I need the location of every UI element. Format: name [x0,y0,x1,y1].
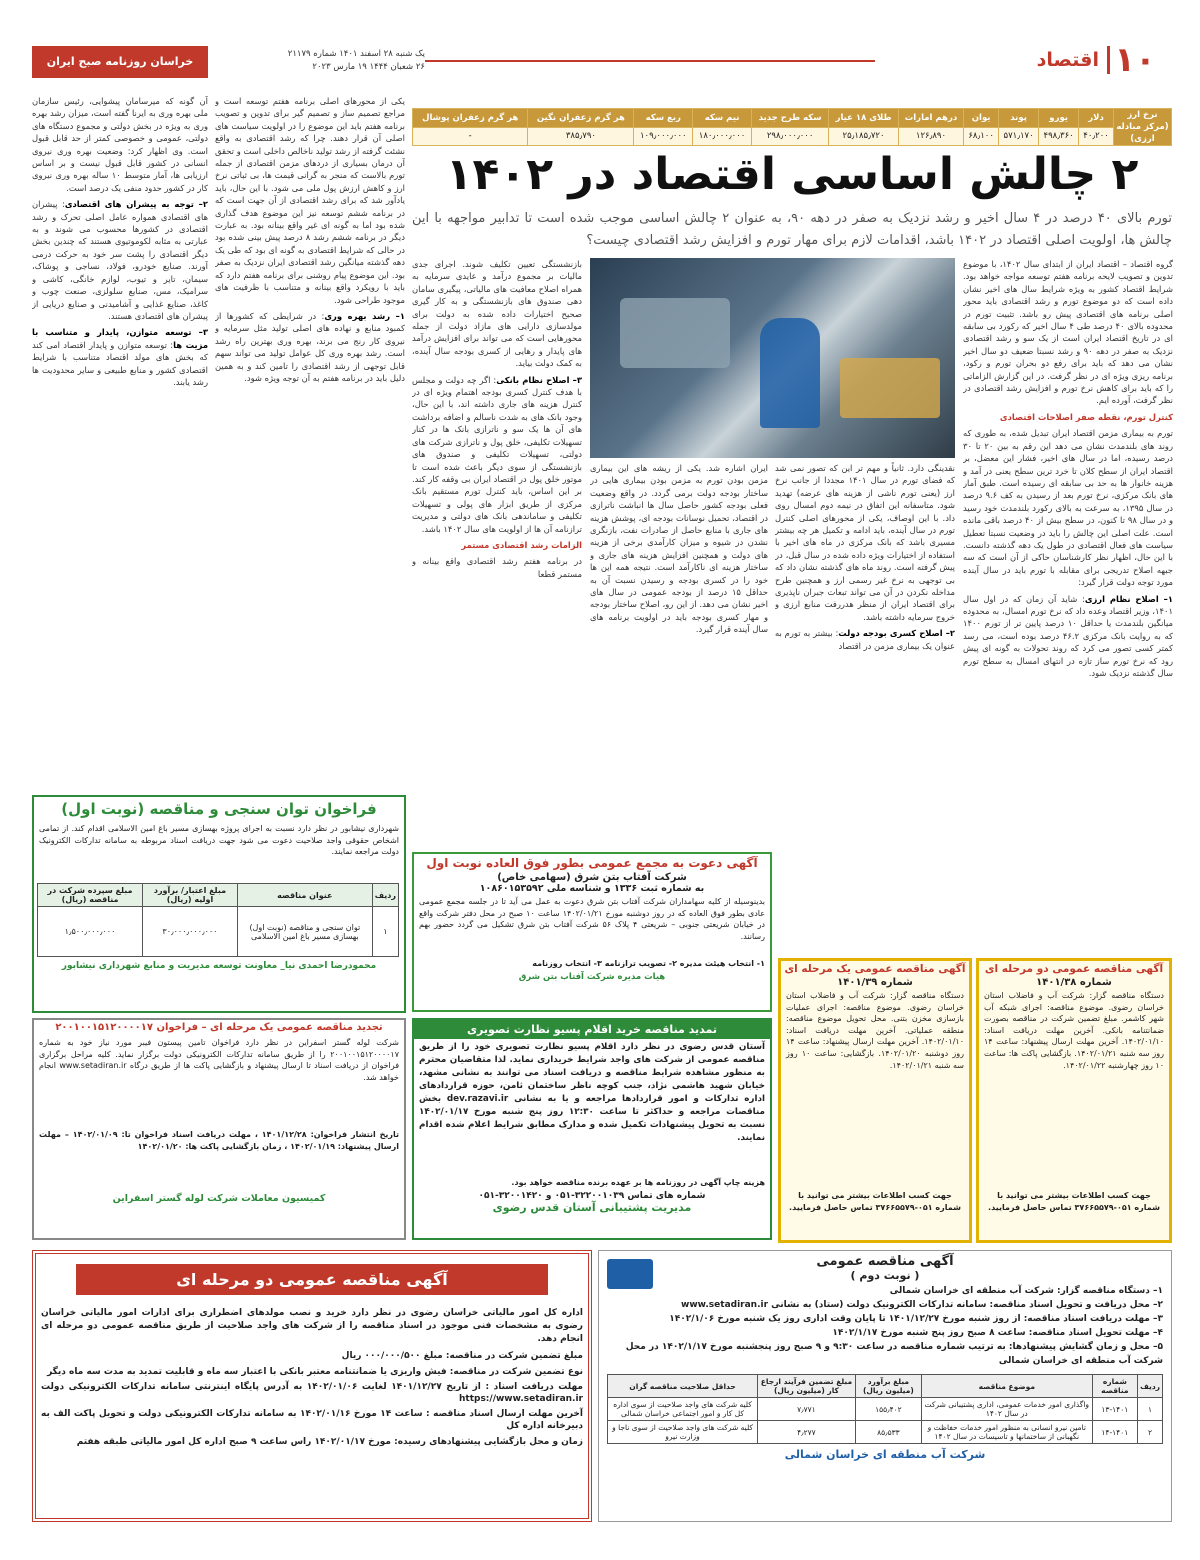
ad-table [37,883,399,957]
table-header: مبلغ اعتبار/ برآورد اولیه (ریال) [143,884,238,907]
ad-footer: کمیسیون معاملات شرکت لوله گستر اسفراین [112,1193,326,1204]
ad-title: تجدید مناقصه عمومی یک مرحله ای – فراخوان ۲۰۰۱۰۰۱۵۱۲۰۰۰۰۱۷ [55,1022,383,1033]
table-cell: واگذاری امور خدمات عمومی، اداری پشتیبانی شرکت در سال ۱۴۰۲ [921,1398,1092,1421]
ad-agenda: ۱- انتخاب هیئت مدیره ۲- تصویب ترازنامه ۳- انتخاب روزنامه [532,959,765,968]
table-cell: ۱ [1138,1398,1163,1421]
ad-title: آگهی دعوت به مجمع عمومی بطور فوق العاده نوبت اول [426,856,758,870]
ad-line: ۳– مهلت دریافت اسناد مناقصه: از روز شنبه مورخ ۱۴۰۱/۱۲/۲۷ تا پایان وقت اداری روز یک شنبه مورخ ۱۴۰۲/۱/۰۶ [669,1314,1163,1324]
ad-guarantee: مبلغ تضمین شرکت در مناقصه: مبلغ ۰۰۰/۰۰۰/۵۰۰ ریال [341,1351,583,1361]
price-table [412,108,1172,146]
article-photo [590,258,955,458]
article-text: یکی از محورهای اصلی برنامه هفتم توسعه است و مراجع تصمیم ساز و تصمیم گیر برای تدوین و تصویب برنامه هفتم باید این موضوع را در اولویت سیاست های اصلی آن قرار دهند. چرا که رشد اقتصادی به واقع نشئت گرفته از رشد تولید ناخالص داخلی است و تحقق آن درمان بسیاری از دردهای مزمن اقتصادی از جمله تورم بالاست که منجر به گرانی قیمت ها، بی ثباتی نرخ ارز و کاهش ارزش پول ملی می شود. با این حال، باید یادآور شد که برای رشد اقتصادی از آن جهت است که در برنامه ششم توسعه نیز این موضوع هدف گذاری شده بود اما به گونه ای غیر واقع بینانه بود. به عبارت دیگر در برنامه ششم رشد ۸ درصد پیش بینی شده بود در حالی که شرایط اقتصادی به گونه ای بود که طی یک دهه گذشته میانگین رشد اقتصادی ایران نزدیک به صفر بود. این موضوع پیام روشنی برای برنامه هفتم دارد که باید با رویکرد واقع بینانه و متناسب با ظرفیت های موجود طراحی شود. [215,96,405,305]
table-header: حداقل صلاحیت مناقصه گران [608,1375,758,1398]
price-value: ۴۰٫۲۰۰ [1079,127,1114,146]
table-cell: توان سنجی و مناقصه (نوبت اول) بهسازی مسیر باغ امین الاسلامی [237,907,372,957]
ad-neyshabur [32,795,406,1013]
article-lead: تورم بالای ۴۰ درصد در ۴ سال اخیر و رشد نزدیک به صفر در دهه ۹۰، به عنوان ۲ چالش اساسی موجب شده است تا تدابیر مواجهه با این چالش ها، اولویت اصلی اقتصاد در ۱۴۰۲ باشد، اقدامات لازم برای مهار تورم و افزایش رشد اقتصادی چیست؟ [412,211,1173,248]
price-value: ۳۸۵٫۷۹۰ [528,127,634,146]
price-header: یورو [1039,109,1079,128]
article-text: گروه اقتصاد – اقتصاد ایران از ابتدای سال ۱۴۰۲، با موضوع تدوین و تصویب لایحه برنامه هفتم توسعه مواجه خواهد بود. شرایط اقتصاد کشور به ویژه شرایط سال های اخیر نشان داده است که دو موضوع تورم و رشد اقتصادی باید محور اصلی برنامه های اقتصادی پیش رو باشد. تثبیت تورم در محدوده بالای ۴۰ درصد طی ۴ سال اخیر که رکورد بی سابقه ای در تاریخ اقتصاد ایران است از یک سو و رشد اقتصادی نزدیک به صفر در دهه ۹۰ و رشد نسبتا ضعیف دو سال اخیر نشان می دهد که باید برای رفع دو بحران تورم و رکود، برنامه ریزی ویژه ای در نظر گرفت. در این گزارش الزاماتی را که باید برای کاهش نرخ تورم و افزایش رشد اقتصادی در نظر گرفت، آورده ایم. [963,259,1173,406]
ad-footer: شرکت آب منطقه ای خراسان شمالی [784,1448,986,1461]
ad-deadline: مهلت دریافت اسناد : از تاریخ ۱۴۰۱/۱۲/۲۷ لغایت ۱۴۰۲/۰۱/۰۶ به آدرس پایگاه اینترنتی سامانه تدارکات الکترونیکی دولت https://www.setadiran.ir [41,1382,583,1404]
article-text: نقدینگی دارد. ثانیاً و مهم تر این که تصور نمی شد که فضای تورم در سال ۱۴۰۱ مجددا از جانب نرخ ارز (یعنی تورم ناشی از هزینه های عرضه) تهدید شود. متاسفانه این اتفاق در نیمه دوم امسال روی داد. با این اوصاف، یکی از محورهای اصلی کنترل تورم در سال آینده، باید ادامه و تکمیل هر چه بیشتر مسیری باشد که بانک مرکزی در ماه های اخیر با استفاده از اختیارات ویژه داده شده در سال قبل، در پیش گرفته است. روند ماه های گذشته نشان داد که بی توجهی به نرخ غیر رسمی ارز و همچنین طرح مداخله نکردن در آن می تواند تبعات جبران ناپذیری برای اقتصاد ایران از منظر هدررفت منابع ارزی و خروج سرمایه داشته باشد. [775,463,955,622]
ad-submit: آخرین مهلت ارسال اسناد مناقصه : ساعت ۱۴ مورخ ۱۴۰۲/۰۱/۱۶ به سامانه تدارکات الکترونیکی دولت و تحویل پاکت الف به دبیرخانه اداره کل [41,1409,584,1431]
newspaper-logo: خراسان روزنامه صبح ایران [32,46,208,78]
table-row [608,1398,1163,1421]
price-header: هر گرم زعفران پوشال [413,109,528,128]
article-subheading: ۳– توسعه متوازن، پایدار و متناسب با مزیت ها [32,327,208,350]
article-text: بازنشستگی تعیین تکلیف شوند. اجرای جدی مالیات بر مجموع درآمد و عایدی سرمایه به همراه اصلاح معافیت های مالیاتی، پیگیری سامان دهی صندوق های بازنشستگی و به کار گیری صحیح اختیارات داده شده به دولت برای مولدسازی دارایی های مازاد دولت از جمله محورهایی است که می تواند برای افزایش درآمد های پایدار و رهایی از کسری بودجه سال آینده، به کمک دولت بیاید. [412,259,582,369]
ad-subtitle: شرکت آفتاب بتن شرق (سهامی خاص) [497,872,687,883]
price-header: هر گرم زعفران نگین [528,109,634,128]
article-text: : توسعه متوازن و پایدار اقتصاد امی کند که بخش های مولد اقتصاد متناسب با شرایط اقتصادی کشور و منابع طبیعی و سایر محدودیت ها رشد یابند. [32,339,208,387]
ad-aftab-beton [412,852,772,1012]
date-line [215,48,425,74]
ad-registration: به شماره ثبت ۱۳۳۶ و شناسه ملی ۱۰۸۶۰۱۵۳۵۹۲ [479,883,705,894]
ad-water-tender-39 [778,958,972,1243]
article-subheading: ۲– اصلاح کسری بودجه دولت [838,628,955,639]
article-text: : شاید آن زمان که در اول سال ۱۴۰۱، وزیر اقتصاد وعده داد که نرخ تورم امسال، به محدوده میانگین بلندمدت یا حداقل ۱۰ درصد پایین تر از تورم ۱۴۰۰ که به روایت بانک مرکزی ۴۶.۲ درصد بوده است، می رسد کمتر کسی تصور می کرد که روند تحولات به گونه ای پیش رود که نرخ تورم ساز تازه در انتهای امسال به سطح تورم سال گذشته نزدیک شود. [963,593,1173,678]
ad-guarantee-type: نوع تضمین شرکت در مناقصه: فیش واریزی یا ضمانتنامه معتبر بانکی با اعتبار سه ماه و قابلیت تمدید به مدت سه ماه دیگر [47,1366,583,1377]
article-text: در برنامه هفتم رشد اقتصادی واقع بینانه و مستمر قطعا [412,556,582,579]
table-cell: کلیه شرکت های واجد صلاحیت از سوی ناجا و وزارت نیرو [608,1421,758,1444]
price-value-row [413,127,1172,146]
table-header: شماره مناقصه [1092,1375,1137,1398]
ad-footer: هیات مدیره شرکت آفتاب بتن شرق [518,971,666,982]
table-cell: ۸۵٫۵۳۳ [855,1421,921,1444]
article-headline: ۲ چالش اساسی اقتصاد در ۱۴۰۲ [445,149,1139,200]
article-column-3 [590,462,768,842]
article-column-5 [215,95,405,785]
ad-body: اداره کل امور مالیاتی خراسان رضوی در نظر دارد خرید و نصب مولدهای اضطراری برای ادارات امور مالیاتی خراسان رضوی به مشخصات فنی موجود در اسناد مناقصه را از شرکت های واجد صلاحیت از طریق مناقصه عمومی دو مرحله ای انجام دهد. [41,1308,583,1344]
date-line-2: ۲۶ شعبان ۱۴۴۴ ۱۹ مارس ۲۰۲۳ [312,62,425,72]
article-column-2 [775,462,955,938]
article-text: آن گونه که میرسامان پیشوایی، رئیس سازمان ملی بهره وری به ایرنا گفته است، میزان رشد بهره وری به ویژه در بخش دولتی و مجموع دستگاه های دولتی، عمومی و خصوصی کمتر از حد قابل قبول است. وی اظهار کرد: وضعیت بهره وری نیروی انسانی در کشور قابل قبول نیست و بر اساس ارزیابی ها، آمار متوسط ۱۰ ساله بهره وری نیروی کار در کشور حدود منفی یک درصد است. [32,96,208,193]
ad-body: دستگاه مناقصه گزار: شرکت آب و فاضلاب استان خراسان رضوی. موضوع مناقصه: اجرای شبکه آب شهر کاشمر. مبلغ تضمین شرکت در مناقصه بصورت ضمانتنامه بانکی. آخرین مهلت دریافت اسناد: ۱۴۰۲/۰۱/۱۰. آخرین مهلت ارسال پیشنهاد: ساعت ۱۴ روز سه شنبه ۱۴۰۲/۰۱/۲۱. بازگشایی پاکت ها: ساعت ۱۰ روز چهارشنبه ۱۴۰۲/۰۱/۲۲. [984,991,1165,1070]
ad-subtitle: ( نوبت دوم ) [850,1269,920,1282]
ad-opening: زمان و محل بازگشایی پیشنهادهای رسیده: مورخ ۱۴۰۲/۰۱/۱۷ راس ساعت ۹ صبح اداره کل امور مالیاتی طبقه هفتم [76,1436,583,1447]
ad-footer: مدیریت پشتیبانی آستان قدس رضوی [492,1200,692,1214]
price-value: - [413,127,528,146]
ad-line: ۱– دستگاه مناقصه گزار: شرکت آب منطقه ای خراسان شمالی [889,1286,1163,1296]
article-column-4 [412,258,582,848]
ad-body: آستان قدس رضوی در نظر دارد اقلام پسیو نظارت تصویری خود را از طریق مناقصه عمومی از شرکت های واجد شرایط خریداری نماید. لذا متقاضیان محترم به منظور مشاهده شرایط مناقصه و دریافت اسناد می توانند به نشانی مشهد، خیابان شهید هاشمی نژاد، جنب کوچه ناظر ساختمان ثامن، حوزه قراردادهای اداره تدارکات و امور قراردادها مراجعه و یا به نشانی dev.razavi.ir بخش مناقصات مراجعه و حداکثر تا ساعت ۱۲:۳۰ روز پنج شنبه مورخ ۱۴۰۲/۰۱/۱۷ نسبت به تحویل پیشنهادات تکمیل شده و مدارک مطابق شرایط اعلام شده اقدام نمایند. [419,1042,765,1143]
article-subheading: ۱– اصلاح نظام ارزی [1084,593,1173,604]
price-header: سکه طرح جدید [751,109,828,128]
table-cell: کلیه شرکت های واجد صلاحیت از سوی اداره کل کار و امور اجتماعی خراسان شمالی [608,1398,758,1421]
article-subheading: ۳– اصلاح نظام بانکی [496,374,582,385]
ad-line: ۵– محل و زمان گشایش پیشنهادها: به ترتیب شماره مناقصه در ساعت ۹:۳۰ و ۹ صبح روز پنجشنبه مورخ ۱۴۰۲/۱/۱۷ در محل شرکت آب منطقه ای خراسان شمالی [625,1342,1163,1366]
price-header: نیم سکه [693,109,752,128]
price-header-row [413,109,1172,128]
price-value: ۱۸۰٫۰۰۰٫۰۰۰ [693,127,752,146]
price-value: ۵۷۱٫۱۷۰ [999,127,1039,146]
ad-footer: محمودرضا احمدی نیا_ معاونت توسعه مدیریت و منابع شهرداری نیشابور [61,961,377,971]
table-cell: ۱٫۵۰۰٫۰۰۰٫۰۰۰ [38,907,143,957]
table-cell: ۱ [372,907,398,957]
ad-body: شرکت لوله گستر اسفراین در نظر دارد فراخوان تامین پیستون فیبر مورد نیاز خود به شماره ۲۰۰۱۰۰۱۵۱۲۰۰۰۰۱۷ را از طریق سامانه تدارکات الکترونیکی دولت برگزار نماید. کلیه مراحل برگزاری فراخوان از دریافت اسناد تا ارسال پیشنهاد و بازگشایی پاکت ها از طریق درگاه www.setadiran.ir انجام خواهد شد. [39,1038,400,1082]
table-header: مبلغ برآورد (میلیون ریال) [855,1375,921,1398]
ad-astan-quds [412,1018,772,1240]
ad-footer: جهت کسب اطلاعات بیشتر می توانید با شماره ۰۵۱-۳۷۶۶۵۵۷۹ تماس حاصل فرمایید. [789,1191,961,1212]
article-subheading: ۲– توجه به پیشران های اقتصادی [64,199,208,210]
price-header: درهم امارات [898,109,963,128]
price-value: ۱۰۹٫۰۰۰٫۰۰۰ [634,127,693,146]
table-header: عنوان مناقصه [237,884,372,907]
ad-note: هزینه چاپ آگهی در روزنامه ها بر عهده برنده مناقصه خواهد بود. [511,1178,765,1187]
water-company-logo-icon [607,1259,653,1289]
price-value: ۴۹۸٫۳۶۰ [1039,127,1079,146]
table-header: موضوع مناقصه [921,1375,1092,1398]
ad-line: ۲– محل دریافت و تحویل اسناد مناقصه: سامانه تدارکات الکترونیک دولت (ستاد) به نشانی www.setadiran.ir [681,1300,1163,1310]
ad-body: بدینوسیله از کلیه سهامداران شرکت آفتاب بتن شرق دعوت به عمل می آید تا در جلسه مجمع عمومی عادی بطور فوق العاده که در روز دوشنبه مورخ ۱۴۰۲/۰۱/۲۱ ساعت ۱۰ صبح در محل دفتر شرکت واقع در خیابان شریعتی جنوبی – شریعتی ۴ پلاک ۵۶ شرکت آفتاب بتن شرق تشکیل می گردد حضور بهم رسانند. [419,897,765,941]
price-value: ۲۹۸٫۰۰۰٫۰۰۰ [751,127,828,146]
article-column-1 [963,258,1173,938]
ad-phone: شماره های تماس ۳۲۲۰۰۱۰۳۹-۰۵۱ و ۳۲۰۰۱۴۲۰-۰۵۱ [478,1190,706,1201]
article-column-6 [32,95,208,785]
header-divider [425,60,875,62]
ad-looleh-gostar [32,1018,406,1240]
ad-line: ۴– مهلت تحویل اسناد مناقصه: ساعت ۸ صبح روز پنج شنبه مورخ ۱۴۰۲/۱/۱۷ [832,1328,1163,1338]
ad-title: آگهی مناقصه عمومی دو مرحله ای [984,963,1164,975]
table-header: مبلغ تضمین فرآیند ارجاع کار (میلیون ریال) [758,1375,856,1398]
price-header: ربع سکه [634,109,693,128]
table-cell: ۱۴-۱۴۰۱ [1092,1421,1137,1444]
table-row [608,1421,1163,1444]
ad-water-tender-38 [976,958,1172,1243]
table-cell: ۷٫۷۷۱ [758,1398,856,1421]
article-text: : در شرایطی که کشورها از کمبود منابع و نهاده های اصلی تولید مثل سرمایه و نیروی کار رنج می برند، بهره وری بهترین راه رشد است. رشد بهره وری کل عوامل تولید می تواند سهم قابل توجهی از رشد اقتصادی را تامین کند و به همین دلیل باید در برنامه هفتم به آن توجه ویژه شود. [215,310,405,383]
ad-title: آگهی مناقصه عمومی یک مرحله ای [784,963,966,975]
price-value: ۲۵٫۱۸۵٫۷۲۰ [829,127,898,146]
article-text: : پیشران های اقتصادی همواره عامل اصلی تحرک و رشد اقتصادی در کشورها محسوب می شوند و به عبارتی به مثابه لکوموتیوی هستند که چندین بخش دیگر اقتصادی را پشت سر خود به حرکت درمی آورند. صنایع خودرو، فولاد، نساجی و پوشاک، سیمان، تایر و تیوب، لوازم خانگی، کاشی و سرامیک، مس، صنایع سلولزی، صنعت چوب و کاغذ، صنایع غذایی و آشامیدنی و صنایع دریایی از پیشران های اقتصادی هستند. [32,199,208,321]
ad-khorasan-water [598,1250,1172,1522]
article-text: ایران اشاره شد. یکی از ریشه های این بیماری مزمن بودن تورم به مزمن بودن بیماری هایی در ساختار بودجه دولت برمی گردد. در واقع وضعیت فعلی بودجه کشور حاصل سال ها انباشت ناترازی در اقتصاد، تحمیل نوسانات بودجه ای، پوشش هزینه های جاری با منابع حاصل از صادرات نفت، بازنگری نشدن در شیوه و میزان کارآمدی برخی از هزینه های دولت و همچنین افزایش هزینه های جاری و ساختار هزینه ای ناکارآمد است. نتیجه همه این ها خود را در کسری بودجه و رسیدن نسبت آن به حداقل ۱۵ درصد از بودجه عمومی در سال های اخیر نشان می دهد. از این رو، اصلاح ساختار بودجه و مهار کسری بودجه باید در اولویت برنامه های سال آینده قرار گیرد. [590,463,768,635]
table-cell: ۴٫۲۷۷ [758,1421,856,1444]
table-cell: ۲ [1138,1421,1163,1444]
price-value: ۱۲۶٫۸۹۰ [898,127,963,146]
ad-tax-tender [32,1250,592,1522]
photo-machine [620,298,730,368]
photo-worker [760,318,820,428]
table-cell: ۱۵۵٫۴۰۲ [855,1398,921,1421]
ad-dates: تاریخ انتشار فراخوان: ۱۴۰۱/۱۲/۲۸ ، مهلت دریافت اسناد فراخوان تا: ۱۴۰۲/۰۱/۰۹ – مهلت ارسال پیشنهاد: ۱۴۰۲/۰۱/۱۹ ، زمان بازگشایی پاکت ها: ۱۴۰۲/۰۱/۲۰ [39,1130,399,1151]
section-title: اقتصاد [880,46,1110,74]
article-subheading: کنترل تورم، نقطه صفر اصلاحات اقتصادی [999,411,1173,422]
ad-number: شماره ۱۴۰۱/۳۸ [1036,977,1112,988]
article-subheading: الزامات رشد اقتصادی مستمر [461,539,582,550]
table-header: ردیف [372,884,398,907]
article-text: : بیشتر به تورم به عنوان یک بیماری مزمن در اقتصاد [775,628,955,651]
price-value: ۶۸٫۱۰۰ [964,127,999,146]
ad-footer: جهت کسب اطلاعات بیشتر می توانید با شماره ۰۵۱-۳۷۶۶۵۵۷۹ تماس حاصل فرمایید. [988,1191,1160,1212]
ad-body: شهرداری نیشابور در نظر دارد نسبت به اجرای پروژه بهسازی مسیر باغ امین الاسلامی اقدام کند. از تمامی اشخاص حقوقی واجد صلاحیت دعوت می شود جهت دریافت اسناد مربوطه به سامانه تدارکات الکترونیک دولت مراجعه نمایند. [39,824,399,857]
ad-body: دستگاه مناقصه گزار: شرکت آب و فاضلاب استان خراسان رضوی. موضوع مناقصه: اجرای عملیات بازسازی مخزن بتنی. محل تحویل موضوع مناقصه: منطقه عملیاتی. آخرین مهلت دریافت اسناد: ۱۴۰۲/۰۱/۱۰. آخرین مهلت ارسال پیشنهاد: ساعت ۱۴ روز دوشنبه ۱۴۰۲/۰۱/۲۰. بازگشایی: ساعت ۱۰ روز سه شنبه ۱۴۰۲/۰۱/۲۱. [786,991,964,1070]
table-cell: ۳۰٫۰۰۰٫۰۰۰٫۰۰۰ [143,907,238,957]
table-cell: ۱۳-۱۴۰۱ [1092,1398,1137,1421]
price-header: طلای ۱۸ عیار [829,109,898,128]
article-text: : اگر چه دولت و مجلس با هدف کنترل کسری بودجه اهتمام ویژه ای در کنترل هزینه های جاری داشته اند، با این حال، وجود بانک های به شدت ناسالم و اضافه برداشت های آن ها یک سو و ناترازی بانک ها در کنار تسهیلات تکلیفی، خلق پول و ناترازی شرکت های دولتی، تسهیلات تکلیفی و صندوق های بازنشستگی از سوی دیگر باعث شده است تا موتور خلق پول در اقتصاد ایران بی وقفه کار کند. بر این اساس، باید کنترل تورم مستقیم بانک مرکزی از طریق ابزار های پولی و تسهیلات تکلیفی و ساماندهی بانک های دولتی و مدیریت ترازنامه آن ها از اولویت های سال ۱۴۰۲ باشد. [412,374,582,534]
price-header: یوان [964,109,999,128]
price-header: دلار [1079,109,1114,128]
ad-title: آگهی مناقصه عمومی [816,1254,954,1269]
article-text: تورم به بیماری مزمن اقتصاد ایران تبدیل شده، به طوری که روند های بلندمدت نشان می دهد این رقم به بین ۲۰ تا ۳۰ درصد رسیده، اما در سال های اخیر، فشار این معضل، بر اقتصاد ایران از سطح کلان تا خرد ترین سطح یعنی در آمد و هزینه خانوار ها به حد بی سابقه ای رسیده است. طبق آمار های بانک مرکزی، نرخ تورم بعد از رسیدن به کف ۹.۶ درصد در سال ۱۳۹۵، به سرعت به بالای رکورد بلندمدت خود رسید و در سال ۹۸ تا کنون، در سطح بیش از ۴۰ درصد باقی مانده است. علت اصلی این چالش را باید در وضعیت نسبتا تعطیل سیاست های فعال اقتصادی در طول یک دهه گذشته دانست. با این حال، اظهار نظر کارشناسان حاکی از آن است که سه جبهه اصلاح تدریجی برای مقابله با تورم باید در سال آینده مورد توجه دولت قرار گیرد: [963,428,1173,588]
table-header: ردیف [1138,1375,1163,1398]
photo-equipment [840,358,940,418]
price-header: پوند [999,109,1039,128]
ad-title: آگهی مناقصه عمومی دو مرحله ای [76,1264,548,1295]
price-label: نرخ ارز (مرکز مبادله ارزی) [1114,109,1172,146]
page-number: ۱۰ [1114,40,1156,80]
ad-title: تمدید مناقصه خرید اقلام پسیو نظارت تصویری [414,1020,770,1039]
table-header: مبلغ سپرده شرکت در مناقصه (ریال) [38,884,143,907]
ad-title: فراخوان توان سنجی و مناقصه (نوبت اول) [61,800,377,818]
ad-table [607,1374,1163,1444]
article-subheading: ۱– رشد بهره وری [324,310,405,321]
ad-number: شماره ۱۴۰۱/۳۹ [837,977,913,988]
date-line-1: یک شنبه ۲۸ اسفند ۱۴۰۱ شماره ۲۱۱۷۹ [287,49,425,59]
table-cell: تامین نیرو انسانی به منظور امور خدمات حفاظت و نگهبانی از ساختمانها و تاسیسات در سال ۱۴۰۲ [921,1421,1092,1444]
